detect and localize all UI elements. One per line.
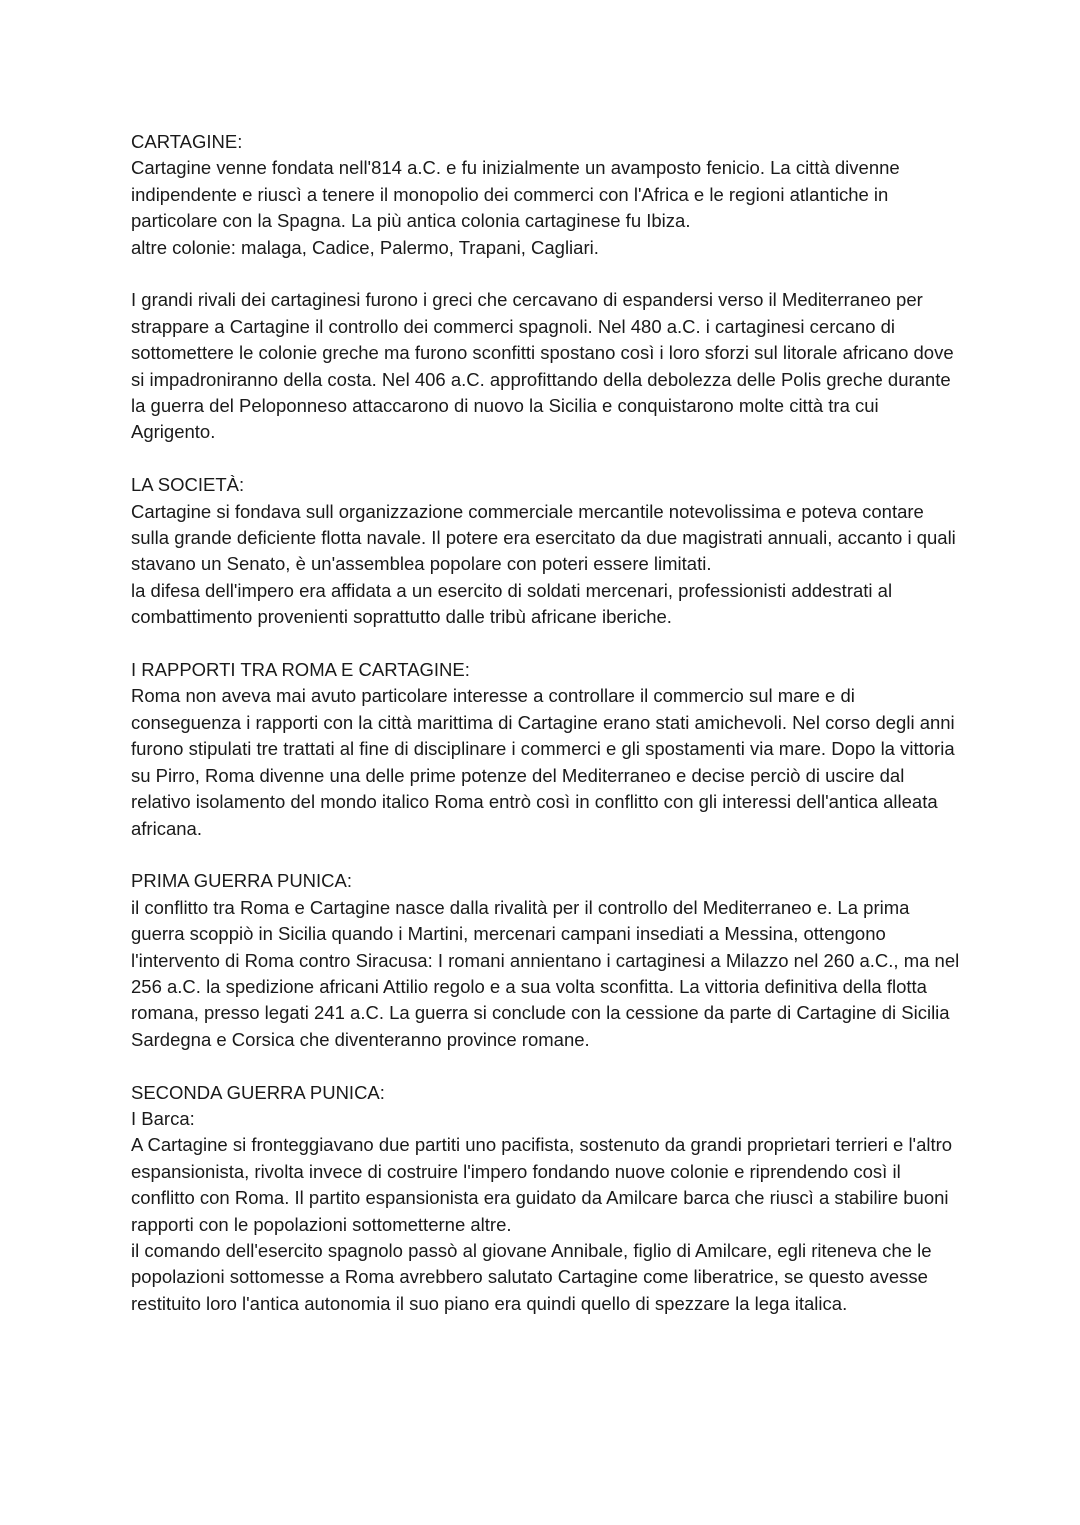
paragraph: il comando dell'esercito spagnolo passò al giovane Annibale, figlio di Amilcare, egli riteneva che le popolazioni sottomesse a Roma avrebbero salutato Cartagine come liberatrice, se questo avesse restituito loro l'antica autonomia il suo piano era quindi quello di spezzare la lega italica. <box>131 1239 932 1314</box>
section-cartagine <box>131 129 961 261</box>
section-heading: PRIMA GUERRA PUNICA: <box>131 870 353 892</box>
section-rapporti <box>131 657 961 842</box>
section-heading: SECONDA GUERRA PUNICA: <box>131 1081 385 1103</box>
section-seconda-guerra <box>131 1080 961 1318</box>
section-societa <box>131 472 961 630</box>
paragraph: altre colonie: malaga, Cadice, Palermo, Trapani, Cagliari. <box>131 236 599 258</box>
section-subheading: I Barca: <box>131 1107 195 1129</box>
paragraph: il conflitto tra Roma e Cartagine nasce dalla rivalità per il controllo del Mediterraneo e. La prima guerra scoppiò in Sicilia quando i Martini, mercenari campani insediati a Messina, ottengono l'intervento di Roma contro Siracusa: I romani annientano i cartaginesi a Milazzo nel 260 a.C., ma nel 256 a.C. la spedizione africani Attilio regolo e a sua volta sconfitta. La vittoria definitiva della flotta romana, presso legati 241 a.C. La guerra si conclude con la cessione da parte di Cartagine di Sicilia Sardegna e Corsica che diventeranno province romane. <box>131 896 960 1050</box>
paragraph: Cartagine venne fondata nell'814 a.C. e fu inizialmente un avamposto fenicio. La città divenne indipendente e riuscì a tenere il monopolio dei commerci con l'Africa e le regioni atlantiche in particolare con la Spagna. La più antica colonia cartaginese fu Ibiza. <box>131 157 900 232</box>
paragraph: Cartagine si fondava sull organizzazione commerciale mercantile notevolissima e poteva contare sulla grande deficiente flotta navale. Il potere era esercitato da due magistrati annuali, accanto i quali stavano un Senato, è un'assemblea popolare con poteri essere limitati. <box>131 500 956 575</box>
paragraph: A Cartagine si fronteggiavano due partiti uno pacifista, sostenuto da grandi proprietari terrieri e l'altro espansionista, rivolta invece di costruire l'impero fondando nuove colonie e riprendendo così il conflitto con Roma. Il partito espansionista era guidato da Amilcare barca che riuscì a stabilire buoni rapporti con le popolazioni sottometterne altre. <box>131 1134 953 1235</box>
paragraph: Roma non aveva mai avuto particolare interesse a controllare il commercio sul mare e di conseguenza i rapporti con la città marittima di Cartagine erano stati amichevoli. Nel corso degli anni furono stipulati tre trattati al fine di disciplinare i commerci e gli spostamenti via mare. Dopo la vittoria su Pirro, Roma divenne una delle prime potenze del Mediterraneo e decise perciò di uscire dal relativo isolamento del mondo italico Roma entrò così in conflitto con gli interessi dell'antica alleata africana. <box>131 685 955 839</box>
paragraph: I grandi rivali dei cartaginesi furono i greci che cercavano di espandersi verso il Mediterraneo per strappare a Cartagine il controllo dei commerci spagnoli. Nel 480 a.C. i cartaginesi cercano di sottomettere le colonie greche ma furono sconfitti spostano così i loro sforzi sul litorale africano dove si impadroniranno della costa. Nel 406 a.C. approfittando della debolezza delle Polis greche durante la guerra del Peloponneso attaccarono di nuovo la Sicilia e conquistarono molte città tra cui Agrigento. <box>131 289 954 443</box>
section-prima-guerra <box>131 868 961 1053</box>
section-heading: CARTAGINE: <box>131 131 243 152</box>
document-page <box>131 129 961 1317</box>
section-heading: LA SOCIETÀ: <box>131 474 245 496</box>
paragraph: la difesa dell'impero era affidata a un esercito di soldati mercenari, professionisti addestrati al combattimento provenienti soprattutto dalle tribù africane iberiche. <box>131 579 893 628</box>
section-rivali <box>131 287 961 445</box>
section-heading: I RAPPORTI TRA ROMA E CARTAGINE: <box>131 659 470 681</box>
